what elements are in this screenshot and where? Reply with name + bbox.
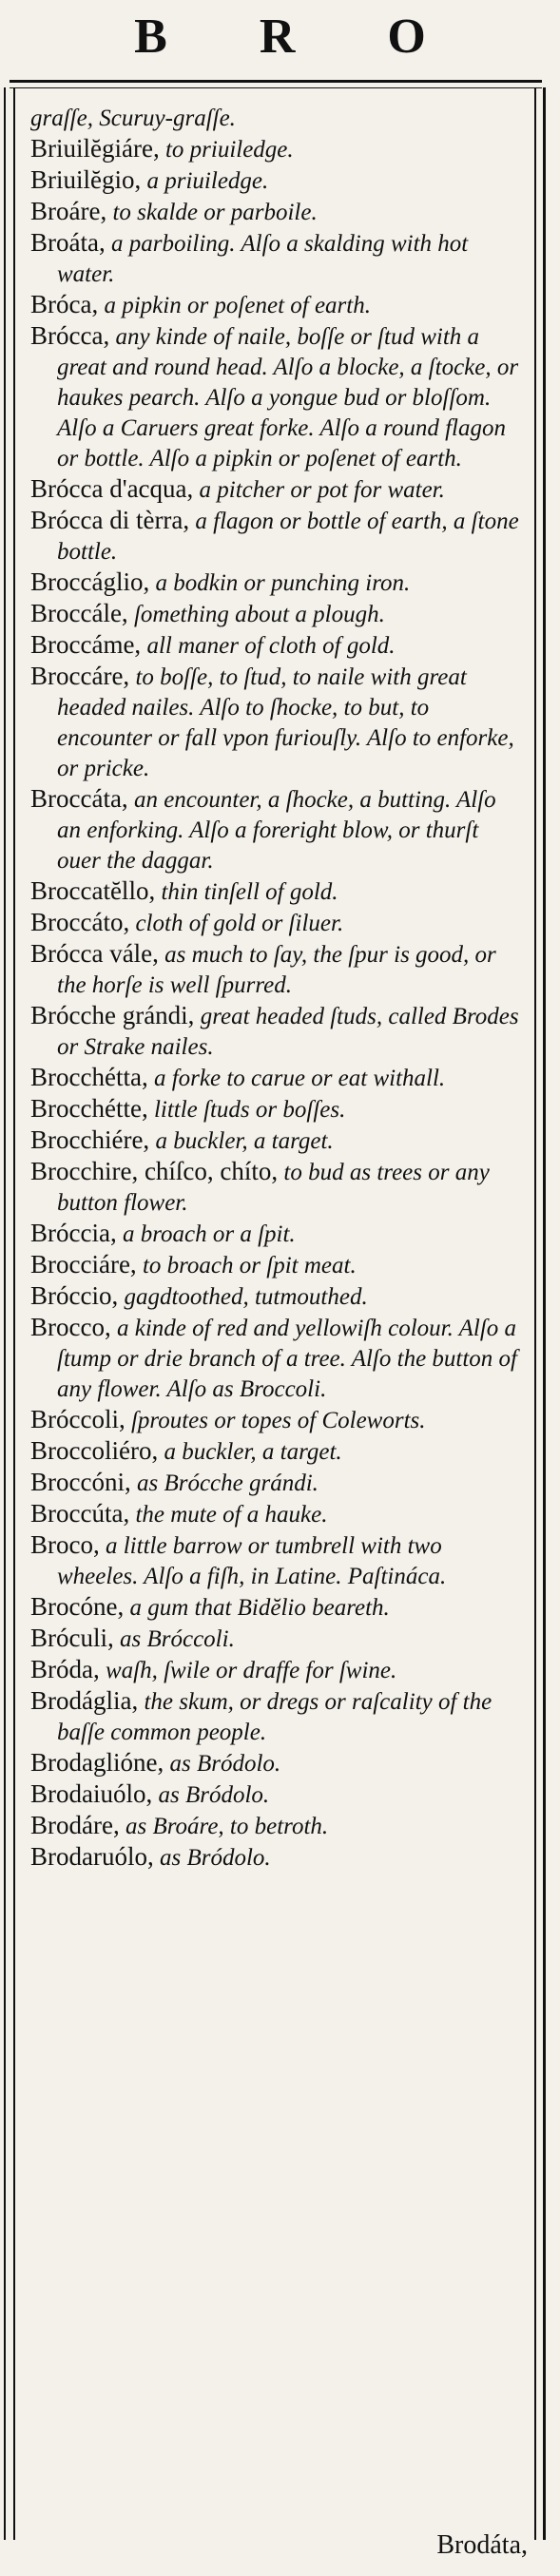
dictionary-entry <box>30 228 525 289</box>
entry-definition: to boſſe, to ſtud, to naile with great headed nailes. Alſo to ſhocke, to but, to encounter or fall vpon furiouſly. Alſo to enforke, or pricke. <box>57 664 514 781</box>
entry-headword: Bróda, <box>30 1655 100 1683</box>
dictionary-entry <box>30 784 525 875</box>
entry-headword: Broccáta, <box>30 784 128 813</box>
dictionary-entry <box>30 567 525 598</box>
entry-headword: Broccáto, <box>30 908 130 936</box>
entry-headword: Brocchire, chíſco, chíto, <box>30 1157 279 1185</box>
entry-headword: Brócca vále, <box>30 939 159 968</box>
entry-definition: a flagon or bottle of earth, a ſtone bottle. <box>57 509 519 565</box>
entry-definition: great headed ſtuds, called Brodes or Strake nailes. <box>57 1004 519 1060</box>
dictionary-entry <box>30 662 525 783</box>
dictionary-entry <box>30 1094 525 1125</box>
entry-definition: waſh, ſwile or draffe for ſwine. <box>99 1658 397 1683</box>
dictionary-entry <box>30 1125 525 1156</box>
dictionary-entry <box>30 1655 525 1685</box>
dictionary-entry <box>30 1405 525 1435</box>
dictionary-entry <box>30 197 525 227</box>
entry-definition: all maner of cloth of gold. <box>141 633 396 659</box>
entry-headword: Brodáglia, <box>30 1686 139 1715</box>
entry-definition: a parboiling. Alſo a skalding with hot water. <box>57 231 469 287</box>
entry-definition: the skum, or dregs or raſcality of the baſſe common people. <box>57 1689 492 1745</box>
dictionary-entry <box>30 290 525 320</box>
entry-definition: a buckler, a target. <box>149 1128 334 1154</box>
entry-headword: Brodaglióne, <box>30 1748 164 1777</box>
entry-definition: graſſe, Scuruy-graſſe. <box>30 106 236 131</box>
dictionary-entry <box>30 474 525 505</box>
page-title: B R O <box>134 10 466 64</box>
dictionary-entry <box>30 1686 525 1747</box>
entry-headword: Brócca di tèrra, <box>30 506 190 534</box>
entry-headword: Bróccia, <box>30 1219 117 1247</box>
dictionary-entry <box>30 1157 525 1218</box>
dictionary-entry <box>30 1468 525 1498</box>
entry-definition: a priuiledge. <box>141 168 269 194</box>
dictionary-entry <box>30 1748 525 1778</box>
entry-headword: Brocchiére, <box>30 1125 150 1154</box>
page-header <box>0 0 560 80</box>
entry-definition: a pipkin or poſenet of earth. <box>98 293 371 318</box>
dictionary-entry <box>30 165 525 196</box>
entry-headword: Bróccio, <box>30 1281 119 1310</box>
entry-headword: Broáre, <box>30 197 107 225</box>
entry-headword: Broccóni, <box>30 1468 131 1496</box>
dictionary-entry <box>30 1063 525 1093</box>
entry-headword: Bróculi, <box>30 1624 114 1652</box>
dictionary-entry <box>30 876 525 907</box>
dictionary-entry <box>30 1842 525 1873</box>
entry-definition: gagdtoothed, tutmouthed. <box>118 1284 368 1310</box>
dictionary-entry <box>30 939 525 1000</box>
entry-definition: to skalde or parboile. <box>106 200 318 225</box>
right-border-inner <box>534 87 536 2540</box>
entry-definition: to priuiledge. <box>159 137 294 163</box>
entry-headword: Brodaiuólo, <box>30 1779 153 1808</box>
right-border-outer <box>543 87 546 2540</box>
entry-headword: Brocóne, <box>30 1592 125 1621</box>
entry-definition: any kinde of naile, boſſe or ſtud with a great and round head. Alſo a blocke, a ſtocke, or haukes pearch. Alſo a yongue bud or bloſſom. Alſo a Caruers great forke. Alſo a round flagon or bottle. Alſo a pipkin or poſenet of earth. <box>57 324 519 471</box>
dictionary-entry <box>30 1001 525 1062</box>
entry-headword: Broáta, <box>30 228 106 257</box>
entry-headword: Brócca, <box>30 321 110 350</box>
dictionary-entry <box>30 1530 525 1591</box>
dictionary-entry <box>30 1436 525 1467</box>
left-border-inner <box>13 87 15 2540</box>
dictionary-entry <box>30 103 525 133</box>
entry-headword: Brócca d'acqua, <box>30 474 194 503</box>
entry-headword: Broco, <box>30 1530 100 1559</box>
entry-headword: Broccoliéro, <box>30 1436 159 1465</box>
entry-headword: Broccáglio, <box>30 567 150 596</box>
dictionary-entry <box>30 506 525 567</box>
entry-definition: as Bródolo. <box>153 1845 271 1871</box>
entry-headword: Broccáme, <box>30 630 142 659</box>
entry-definition: a broach or a ſpit. <box>116 1221 296 1247</box>
dictionary-entry <box>30 1281 525 1312</box>
entry-definition: a little barrow or tumbrell with two wheeles. Alſo a fiſh, in Latine. Paſtináca. <box>57 1533 447 1589</box>
dictionary-entry <box>30 1313 525 1404</box>
entry-headword: Bróccoli, <box>30 1405 126 1433</box>
entry-headword: Brocchétte, <box>30 1094 148 1123</box>
entry-definition: cloth of gold or ſiluer. <box>129 911 344 936</box>
entry-definition: as much to ſay, the ſpur is good, or the horſe is well ſpurred. <box>57 942 496 998</box>
entry-definition: to broach or ſpit meat. <box>136 1253 357 1278</box>
entry-headword: Bróca, <box>30 290 99 318</box>
entry-definition: thin tinſell of gold. <box>155 879 338 905</box>
catchword: Brodáta, <box>436 2530 528 2560</box>
entry-definition: as Brócche grándi. <box>130 1471 319 1496</box>
entry-headword: Brocco, <box>30 1313 111 1341</box>
dictionary-entry <box>30 134 525 164</box>
entry-headword: Brócche grándi, <box>30 1001 195 1029</box>
entry-headword: Broccáre, <box>30 662 130 690</box>
header-rule-thin <box>10 87 542 88</box>
entry-headword: Briuilĕgiáre, <box>30 134 160 163</box>
entry-definition: a pitcher or pot for water. <box>193 477 445 503</box>
entry-headword: Broccúta, <box>30 1499 130 1528</box>
entry-definition: as Bródolo. <box>164 1751 281 1777</box>
dictionary-entry <box>30 908 525 938</box>
dictionary-entry <box>30 1811 525 1841</box>
dictionary-entry <box>30 1624 525 1654</box>
entry-definition: as Bródolo. <box>152 1782 270 1808</box>
entry-headword: Brodaruólo, <box>30 1842 154 1871</box>
header-rule <box>10 80 542 83</box>
dictionary-entry <box>30 1779 525 1810</box>
left-border-outer <box>4 87 6 2540</box>
entry-definition: a forke to carue or eat withall. <box>147 1066 446 1091</box>
entry-headword: Brocciáre, <box>30 1250 137 1278</box>
dictionary-entry <box>30 1499 525 1529</box>
dictionary-entry <box>30 630 525 661</box>
entry-headword: Broccatĕllo, <box>30 876 156 905</box>
entry-headword: Broccále, <box>30 599 128 627</box>
entry-definition: the mute of a hauke. <box>129 1502 328 1528</box>
entry-definition: to bud as trees or any button flower. <box>57 1160 490 1216</box>
entry-definition: a gum that Bidĕlio beareth. <box>124 1595 390 1621</box>
entry-definition: a buckler, a target. <box>158 1439 342 1465</box>
entry-definition: a bodkin or punching iron. <box>149 570 411 596</box>
entry-definition: ſomething about a plough. <box>127 602 385 627</box>
dictionary-entry <box>30 1592 525 1623</box>
dictionary-entry <box>30 599 525 629</box>
entry-definition: ſproutes or topes of Coleworts. <box>125 1408 426 1433</box>
entry-definition: as Broáre, to betroth. <box>119 1814 329 1839</box>
entry-definition: as Bróccoli. <box>113 1626 235 1652</box>
entry-headword: Briuilĕgio, <box>30 165 142 194</box>
entry-headword: Brocchétta, <box>30 1063 148 1091</box>
entry-headword: Brodáre, <box>30 1811 120 1839</box>
entry-definition: a kinde of red and yellowiſh colour. Alſo a ſtump or drie branch of a tree. Alſo the button of any flower. Alſo as Broccoli. <box>57 1316 517 1402</box>
entry-list <box>30 103 525 1874</box>
entry-definition: little ſtuds or boſſes. <box>147 1097 346 1123</box>
dictionary-entry <box>30 1219 525 1249</box>
dictionary-entry <box>30 321 525 473</box>
dictionary-entry <box>30 1250 525 1280</box>
entry-definition: an encounter, a ſhocke, a butting. Alſo an enforking. Alſo a foreright blow, or thurſt ouer the daggar. <box>57 787 496 874</box>
